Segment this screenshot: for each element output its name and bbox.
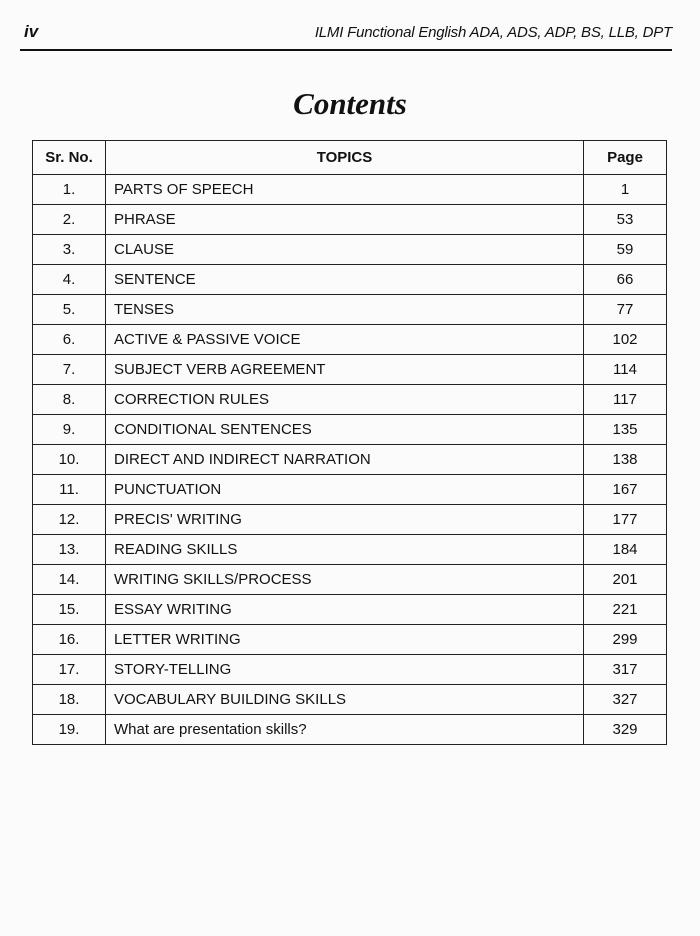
page-number: iv (24, 22, 39, 41)
serial-number-cell: 18. (33, 685, 106, 715)
serial-number-cell: 11. (33, 475, 106, 505)
page-title: Contents (293, 86, 407, 121)
topic-cell: CLAUSE (106, 235, 584, 265)
serial-number-cell: 6. (33, 325, 106, 355)
table-row (33, 655, 667, 685)
table-row (33, 445, 667, 475)
page-number-cell: 59 (584, 235, 667, 265)
serial-number-cell: 2. (33, 205, 106, 235)
table-row (33, 625, 667, 655)
page-number-cell: 138 (584, 445, 667, 475)
table-row (33, 535, 667, 565)
running-header: ILMI Functional English ADA, ADS, ADP, BS, LLB, DPT (314, 24, 672, 41)
topic-cell: PHRASE (106, 205, 584, 235)
topic-cell: WRITING SKILLS/PROCESS (106, 565, 584, 595)
serial-number-cell: 13. (33, 535, 106, 565)
topic-cell: STORY-TELLING (106, 655, 584, 685)
table-row (33, 595, 667, 625)
table-row (33, 295, 667, 325)
page-number-cell: 66 (584, 265, 667, 295)
serial-number-cell: 17. (33, 655, 106, 685)
page-number-cell: 329 (584, 715, 667, 745)
topic-cell: PRECIS' WRITING (106, 505, 584, 535)
topic-cell: DIRECT AND INDIRECT NARRATION (106, 445, 584, 475)
topic-cell: ESSAY WRITING (106, 595, 584, 625)
page-number-cell: 1 (584, 175, 667, 205)
topic-cell: SUBJECT VERB AGREEMENT (106, 355, 584, 385)
page-number-cell: 184 (584, 535, 667, 565)
topic-cell: PUNCTUATION (106, 475, 584, 505)
page-number-cell: 117 (584, 385, 667, 415)
serial-number-cell: 14. (33, 565, 106, 595)
page-number-cell: 177 (584, 505, 667, 535)
column-header-topics: TOPICS (106, 141, 584, 175)
page-number-cell: 114 (584, 355, 667, 385)
serial-number-cell: 10. (33, 445, 106, 475)
topic-cell: TENSES (106, 295, 584, 325)
serial-number-cell: 7. (33, 355, 106, 385)
column-header-page: Page (584, 141, 667, 175)
page-number-cell: 221 (584, 595, 667, 625)
serial-number-cell: 1. (33, 175, 106, 205)
topic-cell: What are presentation skills? (106, 715, 584, 745)
column-header-sr-no: Sr. No. (33, 141, 106, 175)
topic-cell: CONDITIONAL SENTENCES (106, 415, 584, 445)
page-number-cell: 135 (584, 415, 667, 445)
table-row (33, 475, 667, 505)
page-number-cell: 201 (584, 565, 667, 595)
table-row (33, 265, 667, 295)
page-number-cell: 102 (584, 325, 667, 355)
topic-cell: PARTS OF SPEECH (106, 175, 584, 205)
table-row (33, 385, 667, 415)
table-body (33, 175, 667, 745)
serial-number-cell: 15. (33, 595, 106, 625)
page-number-cell: 77 (584, 295, 667, 325)
topic-cell: READING SKILLS (106, 535, 584, 565)
serial-number-cell: 12. (33, 505, 106, 535)
topic-cell: SENTENCE (106, 265, 584, 295)
contents-table (32, 140, 667, 745)
serial-number-cell: 16. (33, 625, 106, 655)
table-row (33, 415, 667, 445)
table-header-row (33, 141, 667, 175)
topic-cell: VOCABULARY BUILDING SKILLS (106, 685, 584, 715)
topic-cell: CORRECTION RULES (106, 385, 584, 415)
table-row (33, 235, 667, 265)
serial-number-cell: 3. (33, 235, 106, 265)
table-row (33, 355, 667, 385)
page-number-cell: 167 (584, 475, 667, 505)
table-row (33, 685, 667, 715)
topic-cell: ACTIVE & PASSIVE VOICE (106, 325, 584, 355)
serial-number-cell: 9. (33, 415, 106, 445)
serial-number-cell: 19. (33, 715, 106, 745)
table-row (33, 565, 667, 595)
page-number-cell: 317 (584, 655, 667, 685)
topic-cell: LETTER WRITING (106, 625, 584, 655)
serial-number-cell: 5. (33, 295, 106, 325)
serial-number-cell: 8. (33, 385, 106, 415)
table-row (33, 325, 667, 355)
serial-number-cell: 4. (33, 265, 106, 295)
page-number-cell: 299 (584, 625, 667, 655)
page-number-cell: 53 (584, 205, 667, 235)
header-rule (20, 49, 672, 51)
table-row (33, 205, 667, 235)
table-row (33, 715, 667, 745)
table-row (33, 505, 667, 535)
table-row (33, 175, 667, 205)
page-number-cell: 327 (584, 685, 667, 715)
